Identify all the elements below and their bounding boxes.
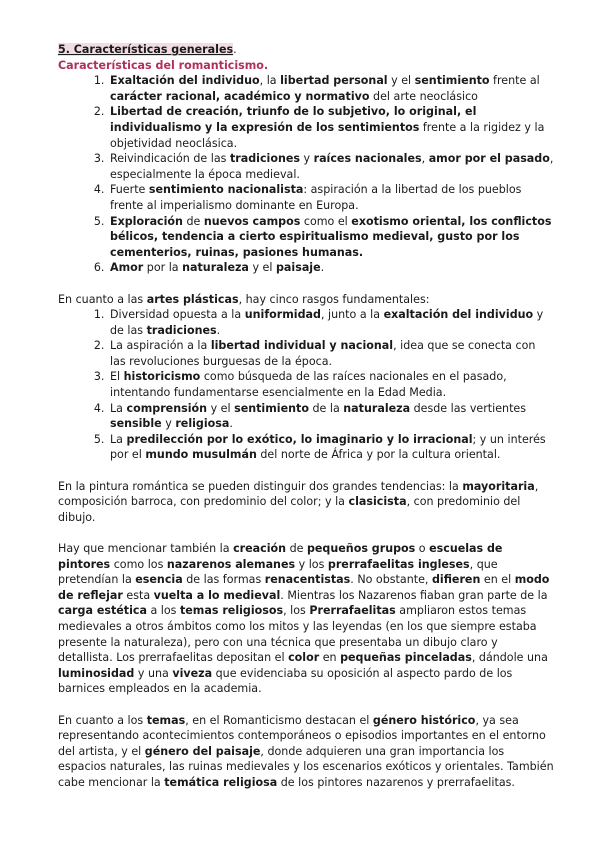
text-run: de la xyxy=(308,401,344,415)
section-heading xyxy=(58,42,554,58)
text-run: , la xyxy=(259,74,281,88)
bold-text: exotismo oriental, los conflictos bélicos, tendencia a cierto espiritualismo medieval, gusto por los cementerios, ruinas, pasiones humanas. xyxy=(110,214,552,259)
bold-text: mundo musulmán xyxy=(145,448,257,462)
spacer xyxy=(58,276,554,292)
text-run: y xyxy=(161,417,176,431)
text-run: . xyxy=(320,261,325,275)
list-item xyxy=(108,104,554,151)
text-run: . No obstante, xyxy=(350,573,432,587)
text-run: en xyxy=(319,651,341,665)
bold-text: predilección por lo exótico, lo imaginario y lo irracional xyxy=(126,432,473,446)
text-run: y el xyxy=(248,261,276,275)
bold-text: naturaleza xyxy=(182,261,249,275)
bold-text: vuelta a lo medieval xyxy=(153,588,281,602)
text-run: , los xyxy=(283,604,310,618)
text-run: , composición barroca, con predominio del color; y la xyxy=(58,479,539,509)
text-run: La xyxy=(110,432,127,446)
text-run: como el xyxy=(300,214,352,228)
text-run: : aspiración a la libertad de los pueblos frente al imperialismo dominante en Europa. xyxy=(110,183,522,212)
text-run: La aspiración a la xyxy=(110,339,211,353)
list-item xyxy=(108,401,554,432)
text-run: En cuanto a los xyxy=(58,713,147,727)
text-run: como los xyxy=(110,557,167,571)
list-item xyxy=(108,338,554,369)
text-run: . xyxy=(216,323,221,337)
text-run: y xyxy=(299,152,314,166)
text-run: . xyxy=(229,417,233,431)
document-body xyxy=(58,42,554,791)
text-run: , ya sea representando acontecimientos contemporáneos o episodios importantes en el entorno del artista, y el xyxy=(58,713,546,758)
bold-text: comprensión xyxy=(126,401,208,415)
bold-text: temática religiosa xyxy=(164,775,278,789)
bold-text: artes plásticas xyxy=(146,292,239,306)
text-run: a los xyxy=(146,604,180,618)
bold-text: temas xyxy=(146,713,186,727)
bold-text: libertad individual y nacional xyxy=(210,339,394,353)
text-run: , que pretendían la xyxy=(58,557,498,587)
text-run: y de las xyxy=(110,308,544,337)
bold-text: color xyxy=(288,651,320,665)
text-run: ; y un interés por el xyxy=(110,432,546,462)
bold-text: creación xyxy=(233,542,287,555)
text-run: En cuanto a las xyxy=(58,292,147,306)
list-item xyxy=(108,260,554,276)
artes-plasticas-list xyxy=(58,307,554,463)
bold-text: tradiciones xyxy=(146,323,217,337)
list-item xyxy=(108,432,554,463)
subtitle: Características del romanticismo. xyxy=(58,58,269,72)
bold-text: amor por el pasado xyxy=(428,152,550,166)
text-run: , xyxy=(421,152,429,166)
text-run: en el xyxy=(480,573,515,587)
text-run: Diversidad opuesta a la xyxy=(110,308,245,322)
text-run: Reivindicación de las xyxy=(110,152,230,166)
bold-text: carga estética xyxy=(58,604,147,618)
bold-text: naturaleza xyxy=(343,401,411,415)
text-run: , hay cinco rasgos fundamentales: xyxy=(238,292,430,306)
bold-text: carácter racional, académico y normativo xyxy=(110,89,370,103)
bold-text: tradiciones xyxy=(229,152,300,166)
bold-text: sentimiento xyxy=(234,401,309,415)
bold-text: sensible xyxy=(110,417,162,431)
text-run: de las formas xyxy=(182,573,265,587)
bold-text: Prerrafaelitas xyxy=(309,604,396,618)
text-run: o xyxy=(415,542,430,555)
bold-text: viveza xyxy=(172,666,213,680)
bold-text: sentimiento xyxy=(414,74,490,88)
bold-text: Amor xyxy=(110,261,144,275)
text-run: , especialmente la época medieval. xyxy=(110,152,554,181)
text-run: El xyxy=(110,370,124,384)
bold-text: modo de reflejar xyxy=(58,573,550,602)
text-run: , con predominio del dibujo. xyxy=(58,495,521,524)
bold-text: raíces nacionales xyxy=(313,152,422,166)
text-run: , junto a la xyxy=(320,308,384,322)
bold-text: renacentistas xyxy=(264,573,351,587)
bold-text: difieren xyxy=(431,573,481,587)
text-run: y el xyxy=(207,401,235,415)
text-run: de los pintores nazarenos y prerrafaelitas. xyxy=(277,775,515,789)
bold-text: clasicista xyxy=(348,495,407,509)
list-item xyxy=(108,73,554,104)
text-run: de xyxy=(182,214,204,228)
bold-text: nuevos campos xyxy=(203,214,301,228)
bold-text: Exaltación del individuo xyxy=(110,74,260,88)
text-run: y los xyxy=(295,557,328,571)
bold-text: esencia xyxy=(135,573,183,587)
paragraph-grupos xyxy=(58,541,554,697)
bold-text: uniformidad xyxy=(244,308,321,322)
text-run: esta xyxy=(122,588,154,602)
text-run: Hay que mencionar también la xyxy=(58,542,234,555)
text-run: , en el Romanticismo destacan el xyxy=(185,713,373,727)
bold-text: libertad personal xyxy=(280,74,388,88)
bold-text: género histórico xyxy=(372,713,476,727)
text-run: , donde adquieren una gran importancia los espacios naturales, las ruinas medievales y los escenarios exóticos y orientales. También cabe mencionar la xyxy=(58,744,554,789)
text-run: En la pintura romántica se pueden distinguir dos grandes tendencias: la xyxy=(58,479,463,493)
bold-text: religiosa xyxy=(175,417,230,431)
spacer xyxy=(58,525,554,541)
section-title: 5. Características generales xyxy=(58,43,234,56)
bold-text: prerrafaelitas ingleses xyxy=(327,557,470,571)
text-run: del arte neoclásico xyxy=(369,89,478,103)
list-item xyxy=(108,369,554,400)
list-item xyxy=(108,307,554,338)
bold-text: género del paisaje xyxy=(144,744,261,758)
text-run: desde las vertientes xyxy=(410,401,527,415)
bold-text: sentimiento nacionalista xyxy=(148,183,304,197)
bold-text: Libertad de creación, triunfo de lo subjetivo, lo original, el individualismo y la expresión de los sentimientos xyxy=(110,105,477,134)
bold-text: exaltación del individuo xyxy=(383,308,534,322)
bold-text: pequeños grupos xyxy=(306,542,416,555)
bold-text: luminosidad xyxy=(58,666,135,680)
bold-text: paisaje xyxy=(275,261,321,275)
bold-text: pequeñas pinceladas xyxy=(340,651,472,665)
text-run: . Mientras los Nazarenos fiaban gran parte de la xyxy=(280,588,548,602)
section-title-dot: . xyxy=(233,43,237,56)
text-run: como búsqueda de las raíces nacionales en el pasado, intentando fundamentarse esencialmente en la Edad Media. xyxy=(110,370,507,400)
text-run: del norte de África y por la cultura oriental. xyxy=(256,448,501,462)
list-item xyxy=(108,214,554,261)
bold-text: escuelas de pintores xyxy=(58,542,503,571)
text-run: y una xyxy=(134,666,173,680)
text-run: frente al xyxy=(489,74,540,88)
text-run: y el xyxy=(387,74,415,88)
text-run: , idea que se conecta con las revoluciones burguesas de la época. xyxy=(110,339,536,368)
text-run: por la xyxy=(143,261,183,275)
romanticism-characteristics-list xyxy=(58,73,554,276)
bold-text: Exploración xyxy=(110,214,183,228)
text-run: , dándole una xyxy=(471,651,548,665)
bold-text: historicismo xyxy=(123,370,201,384)
bold-text: mayoritaria xyxy=(462,479,535,493)
text-run: frente a la rigidez y la objetividad neoclásica. xyxy=(110,120,545,150)
paragraph-temas xyxy=(58,713,554,791)
text-run: La xyxy=(110,401,127,415)
bold-text: nazarenos alemanes xyxy=(166,557,296,571)
paragraph-tendencias xyxy=(58,479,554,526)
text-run: que evidenciaba su oposición al aspecto pardo de los barnices empleados en la academia. xyxy=(58,666,513,696)
text-run: de xyxy=(286,542,307,555)
list-item xyxy=(108,151,554,182)
spacer xyxy=(58,697,554,713)
text-run: Fuerte xyxy=(110,183,149,197)
spacer xyxy=(58,463,554,479)
text-run: ampliaron estos temas medievales a otros ámbitos como los mitos y las leyendas (en los que siempre estaba presente la naturaleza), pero con una técnica que presentaba un dibujo claro y detallista. Los prerrafaelitas depositan el xyxy=(58,604,537,665)
list-item xyxy=(108,182,554,213)
bold-text: temas religiosos xyxy=(179,604,284,618)
artes-plasticas-intro xyxy=(58,292,554,308)
